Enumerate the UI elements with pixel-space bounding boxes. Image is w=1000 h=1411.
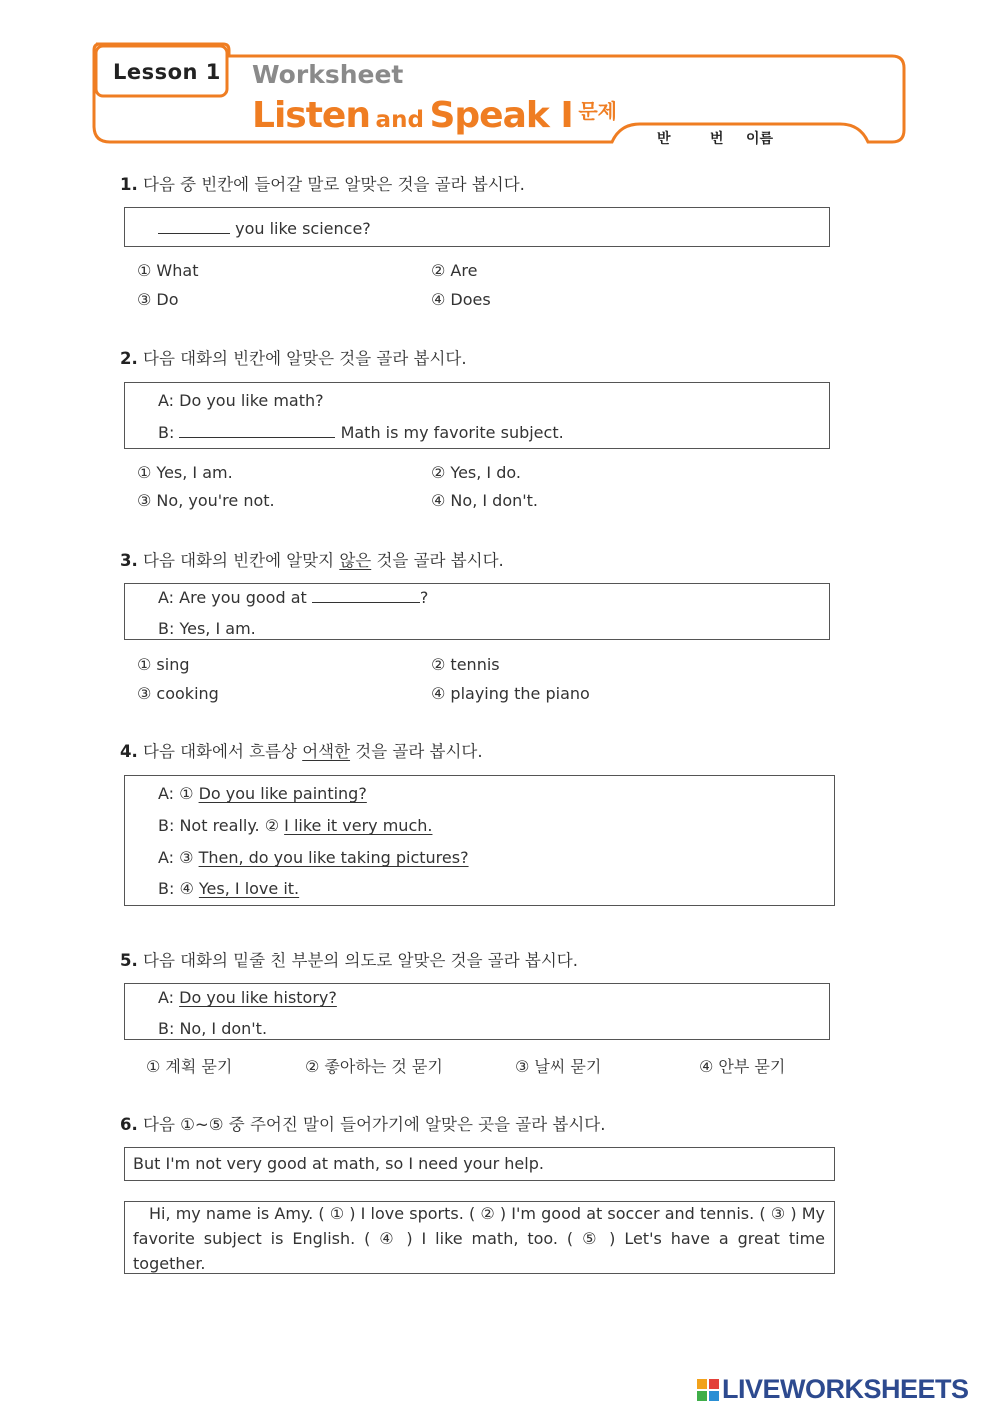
dialogue-line-2[interactable] [158, 816, 432, 835]
q5-option-1[interactable]: ① 계획 묻기 [146, 1057, 233, 1076]
brand-name: LIVEWORKSHEETS [722, 1374, 969, 1404]
q2-option-1[interactable]: ① Yes, I am. [137, 463, 233, 482]
answer-blank[interactable] [158, 219, 230, 234]
answer-blank[interactable] [312, 588, 420, 603]
question-text: 다음 ①~⑤ 중 주어진 말이 들어가기에 알맞은 곳을 골라 봅시다. [143, 1115, 606, 1134]
q5-option-4[interactable]: ④ 안부 묻기 [699, 1057, 786, 1076]
question-number: 5. [120, 951, 138, 970]
question-text: 다음 대화의 빈칸에 알맞지 [143, 551, 335, 570]
question-text: 것을 골라 봅시다. [376, 551, 504, 570]
question-1-prompt [120, 171, 525, 195]
question-text: 다음 중 빈칸에 들어갈 말로 알맞은 것을 골라 봅시다. [143, 175, 525, 194]
q3-option-2[interactable]: ② tennis [431, 655, 500, 674]
question-text: 다음 대화의 밑줄 친 부분의 의도로 알맞은 것을 골라 봅시다. [143, 951, 578, 970]
q5-option-2[interactable]: ② 좋아하는 것 묻기 [305, 1057, 443, 1076]
liveworksheets-logo-icon [697, 1379, 719, 1401]
underlined-word: 않은 [339, 551, 372, 570]
q2-option-4[interactable]: ④ No, I don't. [431, 491, 539, 510]
speaker-label: A: [158, 988, 175, 1007]
question-4-prompt [120, 738, 483, 762]
underlined-sentence: Do you like history? [179, 988, 337, 1007]
question-5-prompt [120, 947, 578, 971]
dialogue-line-4[interactable] [158, 879, 299, 898]
dialogue-line-1[interactable] [158, 784, 367, 803]
question-number: 4. [120, 742, 138, 761]
q3-option-1[interactable]: ① sing [137, 655, 190, 674]
question-text: 다음 대화에서 흐름상 [143, 742, 297, 761]
dialogue-line-a: A: Do you like math? [158, 391, 324, 410]
sentence-text: you like science? [235, 219, 371, 238]
dialogue-line-a [158, 588, 428, 607]
title-and: and [375, 107, 424, 133]
dialogue-line-3[interactable] [158, 848, 469, 867]
dialogue-text: Math is my favorite subject. [340, 423, 564, 442]
number-label: 번 [710, 131, 724, 147]
answer-blank[interactable] [179, 423, 335, 438]
dialogue-lead: A: ③ [158, 848, 194, 867]
question-3-prompt [120, 547, 504, 571]
page-title [252, 95, 617, 136]
dialogue-text: A: Are you good at [158, 588, 307, 607]
dialogue-line-b: B: Yes, I am. [158, 619, 256, 638]
choice-sentence[interactable]: I like it very much. [284, 816, 433, 835]
dialogue-lead: B: ④ [158, 879, 194, 898]
lesson-label: Lesson 1 [113, 60, 221, 84]
question-text: 다음 대화의 빈칸에 알맞은 것을 골라 봅시다. [143, 349, 467, 368]
dialogue-lead: A: ① [158, 784, 194, 803]
worksheet-label: Worksheet [252, 60, 404, 89]
dialogue-line-b [158, 423, 564, 442]
q1-option-4[interactable]: ④ Does [431, 290, 491, 309]
question-2-prompt [120, 345, 467, 369]
question-number: 3. [120, 551, 138, 570]
dialogue-lead: B: Not really. ② [158, 816, 280, 835]
speaker-label: B: [158, 423, 175, 442]
choice-sentence[interactable]: Yes, I love it. [198, 879, 300, 898]
q1-option-3[interactable]: ③ Do [137, 290, 179, 309]
liveworksheets-logo[interactable] [697, 1374, 969, 1405]
question-1-sentence [158, 219, 371, 238]
q2-option-2[interactable]: ② Yes, I do. [431, 463, 521, 482]
question-text: 것을 골라 봅시다. [355, 742, 483, 761]
underlined-word: 어색한 [302, 742, 351, 761]
q1-option-1[interactable]: ① What [137, 261, 199, 280]
passage-text: Hi, my name is Amy. ( ① ) I love sports. ( ② ) I'm good at soccer and tennis. ( ③ ) My favorite subject is English. ( ④ ) I like math, too. ( ⑤ ) Let's have a great time together. [133, 1204, 825, 1273]
question-number: 6. [120, 1115, 138, 1134]
q2-option-3[interactable]: ③ No, you're not. [137, 491, 275, 510]
q5-option-3[interactable]: ③ 날씨 묻기 [515, 1057, 602, 1076]
given-sentence: But I'm not very good at math, so I need your help. [133, 1154, 544, 1173]
choice-sentence[interactable]: Do you like painting? [198, 784, 367, 803]
dialogue-line-a [158, 988, 337, 1007]
class-label: 반 [657, 131, 671, 147]
question-mark: ? [419, 588, 429, 607]
question-number: 1. [120, 175, 138, 194]
choice-sentence[interactable]: Then, do you like taking pictures? [198, 848, 469, 867]
q1-option-2[interactable]: ② Are [431, 261, 478, 280]
title-speak: Speak I [429, 95, 573, 136]
q3-option-3[interactable]: ③ cooking [137, 684, 219, 703]
question-6-prompt [120, 1111, 605, 1135]
title-korean: 문제 [578, 99, 617, 123]
q3-option-4[interactable]: ④ playing the piano [431, 684, 590, 703]
title-listen: Listen [252, 95, 370, 136]
name-label: 이름 [746, 131, 774, 147]
dialogue-line-b: B: No, I don't. [158, 1019, 268, 1038]
question-number: 2. [120, 349, 138, 368]
